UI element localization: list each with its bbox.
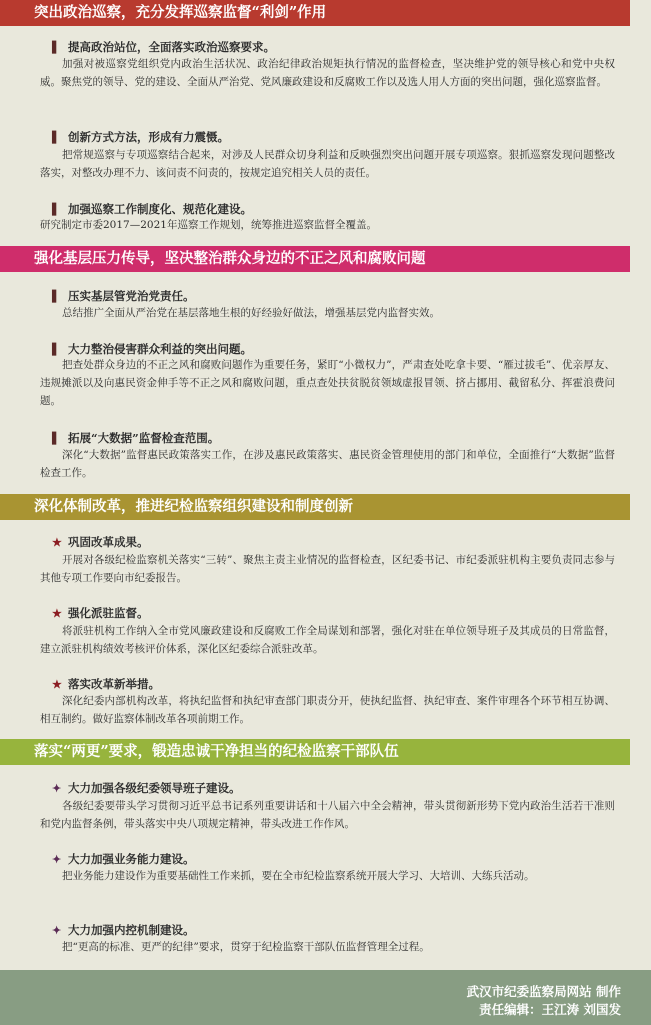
section-1-item-2-body: 把常规巡察与专项巡察结合起来，对涉及人民群众切身利益和反映强烈突出问题开展专项巡察。狠抓巡察发现问题整改落实，对整改办理不力、该问责不问责的，按规定追究相关人员的责任。 <box>40 149 615 179</box>
section-1-item-3-head: ▌ 加强巡察工作制度化、规范化建设。 <box>52 202 252 216</box>
section-3-item-3-head: ★ 落实改革新举措。 <box>52 677 160 691</box>
section-3-item-1-head: ★ 巩固改革成果。 <box>52 535 149 549</box>
section-3-item-3-body: 深化纪委内部机构改革，将执纪监督和执纪审查部门职责分开，使执纪监督、执纪审查、案件审理各个环节相互协调、相互制约。做好监察体制改革各项前期工作。 <box>40 695 615 725</box>
plus-bullet-icon: ✦ <box>52 853 62 866</box>
section-4-item-2-head: ✦ 大力加强业务能力建设。 <box>52 852 195 866</box>
section-4-item-1-body: 各级纪委要带头学习贯彻习近平总书记系列重要讲话和十八届六中全会精神，带头贯彻新形势下党内政治生活若干准则和党内监督条例，带头落实中央八项规定精神，带头改进工作作风。 <box>40 800 615 830</box>
plus-bullet-icon: ✦ <box>52 782 62 795</box>
star-bullet-icon: ★ <box>52 536 62 549</box>
section-2-item-2-head: ▌ 大力整治侵害群众利益的突出问题。 <box>52 342 252 356</box>
bar-bullet-icon: ▌ <box>52 203 61 216</box>
section-1-title: 突出政治巡察，充分发挥巡察监督“利剑”作用 <box>0 0 630 26</box>
bar-bullet-icon: ▌ <box>52 432 61 445</box>
star-bullet-icon: ★ <box>52 678 62 691</box>
plus-bullet-icon: ✦ <box>52 924 62 937</box>
footer-editors: 责任编辑：王江涛 刘国发 <box>479 1002 621 1017</box>
section-3-item-2-body: 将派驻机构工作纳入全市党风廉政建设和反腐败工作全局谋划和部署，强化对驻在单位领导班子及其成员的日常监督，建立派驻机构绩效考核评价体系，深化区纪委综合派驻改革。 <box>40 625 615 655</box>
section-1-item-2-head: ▌ 创新方式方法，形成有力震慑。 <box>52 130 229 144</box>
section-1-item-1-head: ▌ 提高政治站位，全面落实政治巡察要求。 <box>52 40 275 54</box>
section-2-title: 强化基层压力传导，坚决整治群众身边的不正之风和腐败问题 <box>0 246 630 272</box>
section-4-item-2-body: 把业务能力建设作为重要基础性工作来抓，要在全市纪检监察系统开展大学习、大培训、大练兵活动。 <box>62 870 535 882</box>
section-2-item-1-head: ▌ 压实基层管党治党责任。 <box>52 289 195 303</box>
star-bullet-icon: ★ <box>52 607 62 620</box>
section-4-item-3-head: ✦ 大力加强内控机制建设。 <box>52 923 195 937</box>
section-4-item-1-head: ✦ 大力加强各级纪委领导班子建设。 <box>52 781 241 795</box>
section-4-item-3-body: 把“更高的标准、更严的纪律”要求，贯穿于纪检监察干部队伍监督管理全过程。 <box>62 941 430 953</box>
bar-bullet-icon: ▌ <box>52 343 61 356</box>
bar-bullet-icon: ▌ <box>52 131 61 144</box>
section-2-item-3-body: 深化“大数据”监督惠民政策落实工作，在涉及惠民政策落实、惠民资金管理使用的部门和单位，全面推行“大数据”监督检查工作。 <box>40 449 615 479</box>
section-3-title: 深化体制改革，推进纪检监察组织建设和制度创新 <box>0 494 630 520</box>
section-2-item-3-head: ▌ 拓展“大数据”监督检查范围。 <box>52 431 220 445</box>
section-1-item-1-body: 加强对被巡察党组织党内政治生活状况、政治纪律政治规矩执行情况的监督检查，坚决维护党的领导核心和党中央权威。聚焦党的领导、党的建设、全面从严治党、党风廉政建设和反腐败工作以及选人用人方面的突出问题，强化巡察监督。 <box>40 58 615 88</box>
section-3-item-2-head: ★ 强化派驻监督。 <box>52 606 149 620</box>
section-3-item-1-body: 开展对各级纪检监察机关落实“三转”、聚焦主责主业情况的监督检查，区纪委书记、市纪委派驻机构主要负责同志参与其他专项工作要向市纪委报告。 <box>40 554 615 584</box>
footer-producer: 武汉市纪委监察局网站 制作 <box>466 984 621 999</box>
bar-bullet-icon: ▌ <box>52 290 61 303</box>
section-4-title: 落实“两更”要求，锻造忠诚干净担当的纪检监察干部队伍 <box>0 739 630 765</box>
bar-bullet-icon: ▌ <box>52 41 61 54</box>
footer <box>0 970 651 1025</box>
section-1-item-3-body: 研究制定市委2017—2021年巡察工作规划，统筹推进巡察监督全覆盖。 <box>40 219 377 231</box>
section-2-item-1-body: 总结推广全面从严治党在基层落地生根的好经验好做法，增强基层党内监督实效。 <box>62 307 440 319</box>
section-2-item-2-body: 把查处群众身边的不正之风和腐败问题作为重要任务，紧盯“小微权力”，严肃查处吃拿卡要、“雁过拔毛”、优亲厚友、违规摊派以及向惠民资金伸手等不正之风和腐败问题，重点查处扶贫脱贫领域虚报冒领、挤占挪用、截留私分、挥霍浪费问题。 <box>40 359 615 407</box>
